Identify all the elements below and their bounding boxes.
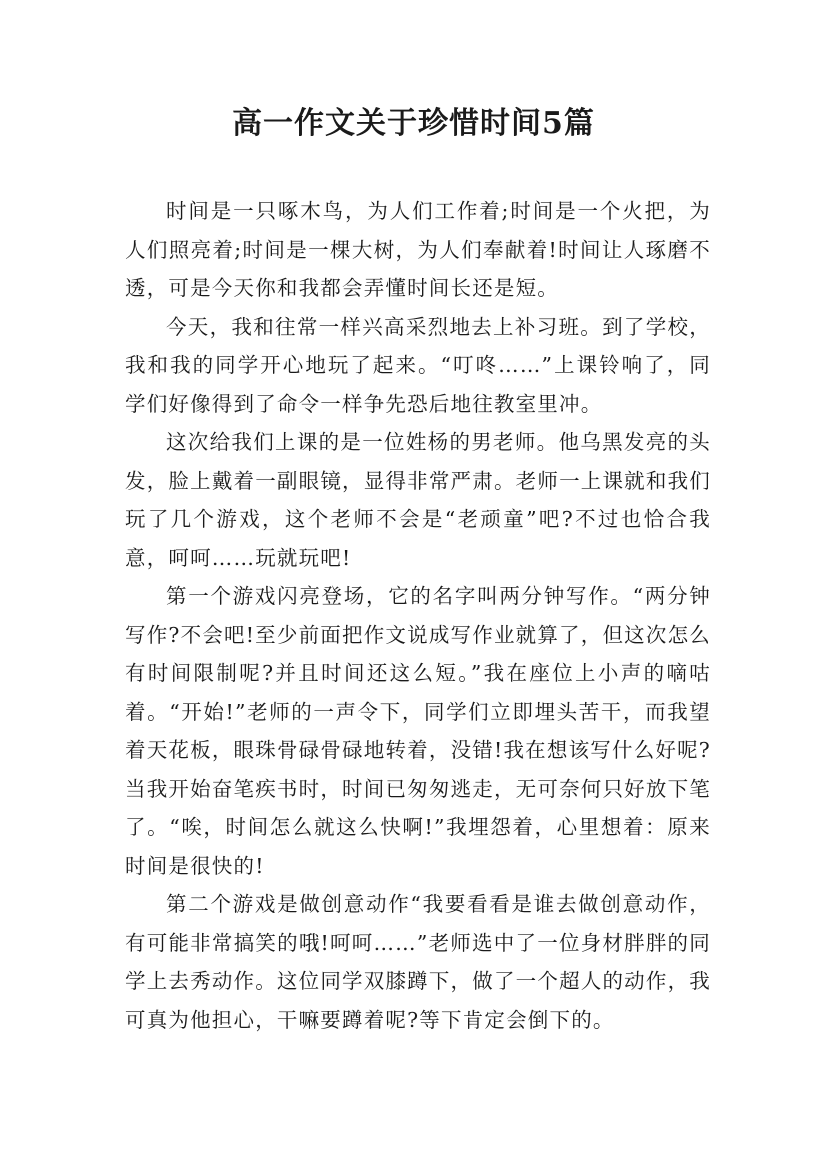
paragraph: 第二个游戏是做创意动作“我要看看是谁去做创意动作，有可能非常搞笑的哦!呵呵……”老师选中了一位身材胖胖的同学上去秀动作。这位同学双膝蹲下，做了一个超人的动作，我可真为他担心，干嘛要蹲着呢?等下肯定会倒下的。 [125,892,711,1032]
paragraph: 今天，我和往常一样兴高采烈地去上补习班。到了学校，我和我的同学开心地玩了起来。“叮咚……”上课铃响了，同学们好像得到了命令一样争先恐后地往教室里冲。 [125,314,711,416]
paragraph: 时间是一只啄木鸟，为人们工作着;时间是一个火把，为人们照亮着;时间是一棵大树，为人们奉献着!时间让人琢磨不透，可是今天你和我都会弄懂时间长还是短。 [125,199,711,300]
paragraph: 这次给我们上课的是一位姓杨的男老师。他乌黑发亮的头发，脸上戴着一副眼镜，显得非常严肃。老师一上课就和我们玩了几个游戏，这个老师不会是“老顽童”吧?不过也恰合我意，呵呵……玩就玩吧! [125,430,711,570]
paragraph: 第一个游戏闪亮登场，它的名字叫两分钟写作。“两分钟写作?不会吧!至少前面把作文说成写作业就算了，但这次怎么有时间限制呢?并且时间还这么短。”我在座位上小声的嘀咕着。“开始!”老师的一声令下，同学们立即埋头苦干，而我望着天花板，眼珠骨碌骨碌地转着，没错!我在想该写什么好呢?当我开始奋笔疾书时，时间已匆匆逃走，无可奈何只好放下笔了。“唉，时间怎么就这么快啊!”我埋怨着，心里想着：原来时间是很快的! [125,584,711,878]
document-body [125,192,711,1039]
document-title: 高一作文关于珍惜时间5篇 [232,106,595,141]
